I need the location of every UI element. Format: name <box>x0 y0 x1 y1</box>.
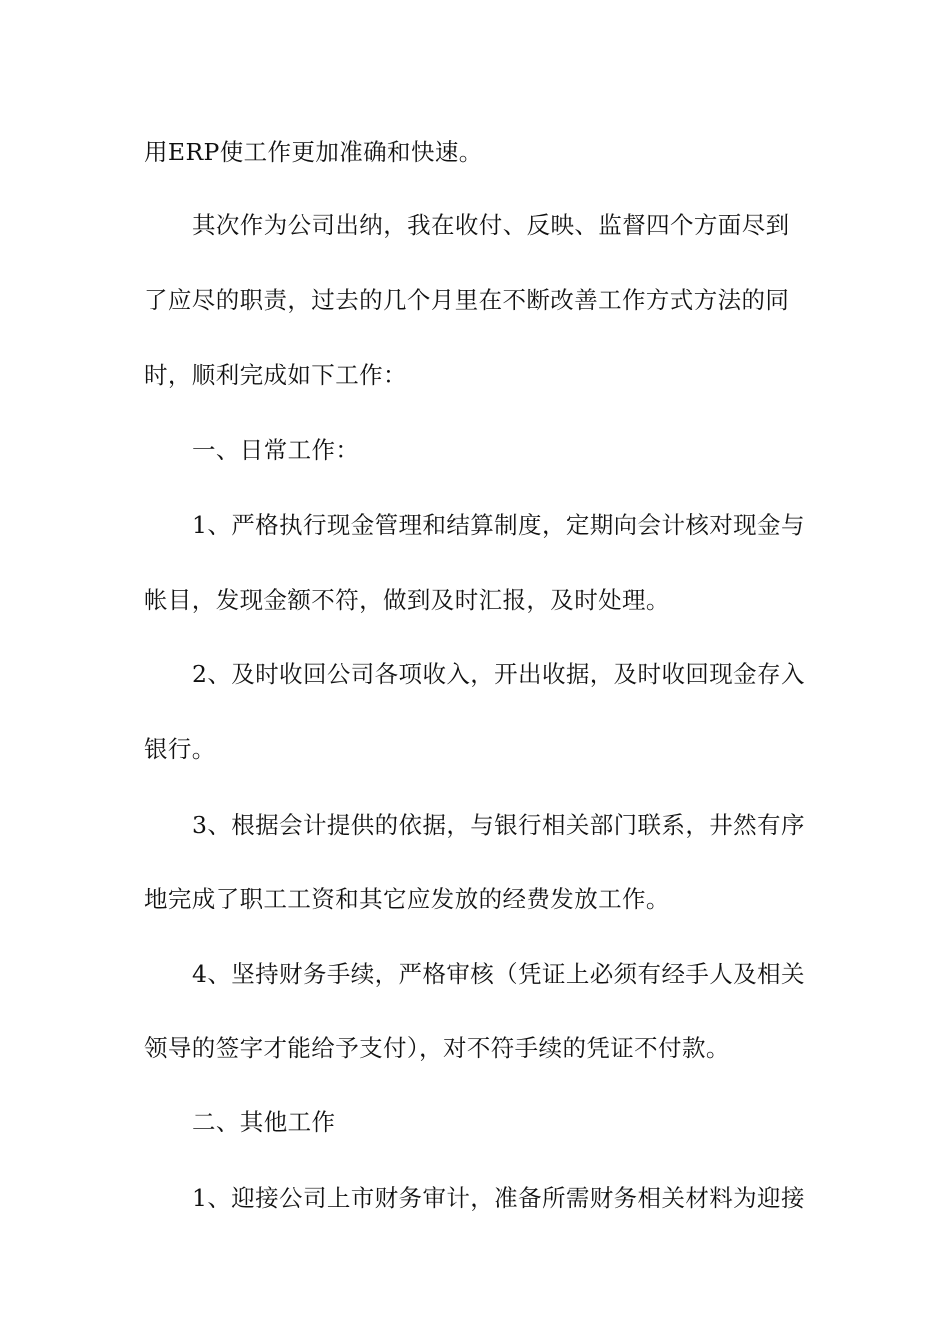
text-line-duties: 了应尽的职责，过去的几个月里在不断改善工作方式方法的同 <box>144 286 790 314</box>
list-item-2-line-1: 2、及时收回公司各项收入，开出收据，及时收回现金存入 <box>192 660 805 688</box>
text-line-completed-work: 时，顺利完成如下工作： <box>144 361 407 389</box>
list-item-4-line-2: 领导的签字才能给予支付），对不符手续的凭证不付款。 <box>144 1034 730 1062</box>
list-item-2-line-2: 银行。 <box>144 735 216 763</box>
list-item-1-line-2: 帐目，发现金额不符，做到及时汇报，及时处理。 <box>144 586 670 614</box>
list-item-4-line-1: 4、坚持财务手续，严格审核（凭证上必须有经手人及相关 <box>192 960 805 988</box>
list-item-1-line-1: 1、严格执行现金管理和结算制度，定期向会计核对现金与 <box>192 511 805 539</box>
text-line-erp-conclusion: 用ERP使工作更加准确和快速。 <box>144 138 483 166</box>
other-item-1-line-1: 1、迎接公司上市财务审计，准备所需财务相关材料为迎接 <box>192 1184 805 1212</box>
section-heading-daily-work: 一、日常工作： <box>192 436 360 464</box>
list-item-3-line-2: 地完成了职工工资和其它应发放的经费发放工作。 <box>144 885 670 913</box>
section-heading-other-work: 二、其他工作 <box>192 1108 336 1136</box>
list-item-3-line-1: 3、根据会计提供的依据，与银行相关部门联系，井然有序 <box>192 811 805 839</box>
text-line-cashier-intro: 其次作为公司出纳，我在收付、反映、监督四个方面尽到 <box>192 211 790 239</box>
